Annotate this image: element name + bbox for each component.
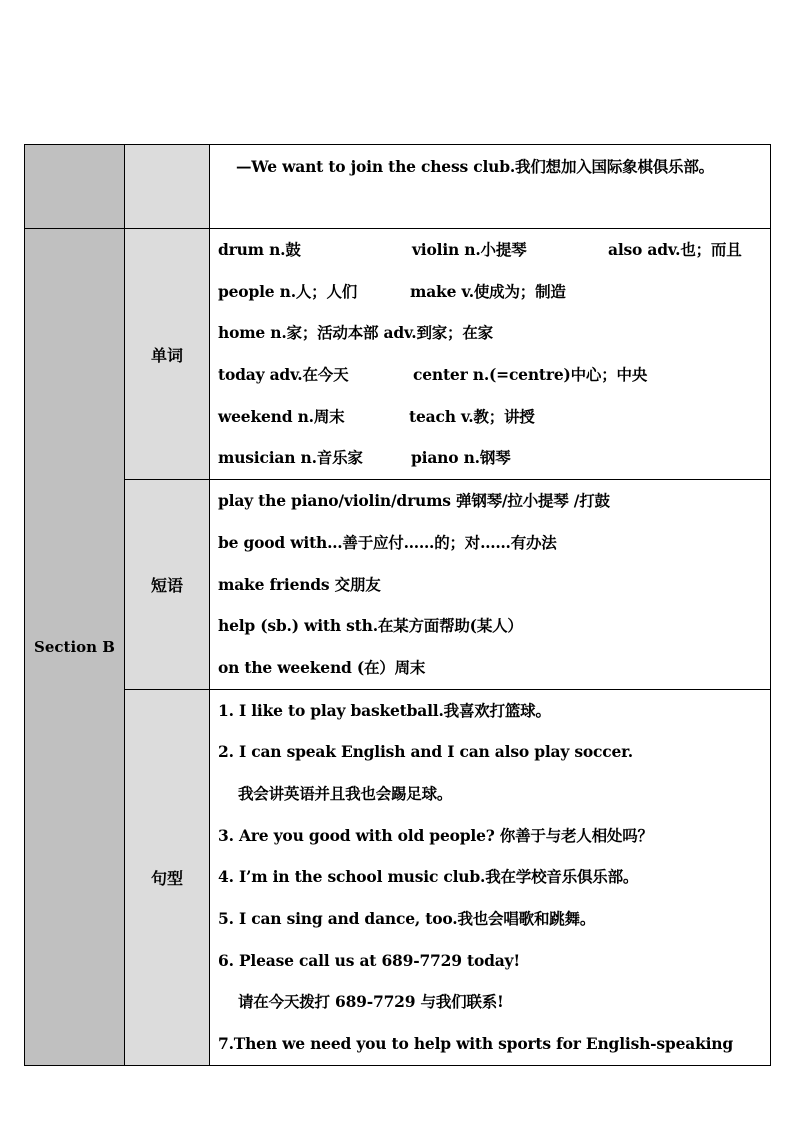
vocab-line bbox=[218, 271, 770, 313]
section-label: Section B bbox=[25, 229, 125, 1066]
vocab-word: home n.家；活动本部 adv.到家；在家 bbox=[218, 323, 493, 343]
vocab-word: teach v.教；讲授 bbox=[409, 406, 535, 426]
phrase-line: help (sb.) with sth.在某方面帮助(某人） bbox=[218, 616, 523, 636]
vocab-content bbox=[210, 229, 771, 480]
category-label-phrases: 短语 bbox=[125, 480, 210, 689]
vocab-line bbox=[218, 312, 770, 354]
vocab-word: musician n.音乐家 bbox=[218, 448, 363, 468]
phrases-content bbox=[210, 480, 771, 689]
sentence-translation: 我会讲英语并且我也会踢足球。 bbox=[238, 783, 453, 803]
table-row-phrases bbox=[25, 480, 771, 689]
vocab-word: piano n.钢琴 bbox=[411, 448, 511, 468]
vocab-word: people n.人；人们 bbox=[218, 281, 358, 301]
vocab-word: center n.(=centre)中心；中央 bbox=[413, 365, 648, 385]
phrase-line: be good with…善于应付……的；对……有办法 bbox=[218, 532, 557, 552]
table-row-vocab bbox=[25, 229, 771, 480]
phrase-line: play the piano/violin/drums 弹钢琴/拉小提琴 /打鼓 bbox=[218, 491, 610, 511]
vocab-word: also adv.也；而且 bbox=[608, 240, 742, 259]
category-label-vocab: 单词 bbox=[125, 229, 210, 480]
sentence-line: 2. I can speak English and I can also play soccer. bbox=[218, 742, 633, 762]
vocab-word: make v.使成为；制造 bbox=[410, 281, 566, 301]
sentence-translation: 请在今天拨打 689-7729 与我们联系! bbox=[238, 992, 504, 1012]
vocab-word: violin n.小提琴 bbox=[412, 240, 527, 259]
vocab-line bbox=[218, 229, 770, 271]
sentence-line: 5. I can sing and dance, too.我也会唱歌和跳舞。 bbox=[218, 909, 596, 928]
sentence-line: 6. Please call us at 689-7729 today! bbox=[218, 950, 520, 970]
sentence-line: 7.Then we need you to help with sports for English-speaking bbox=[218, 1034, 734, 1054]
sentences-content bbox=[210, 689, 771, 1065]
table-row-sentences bbox=[25, 689, 771, 1065]
phrase-line: on the weekend (在）周末 bbox=[218, 657, 426, 677]
vocab-line bbox=[218, 437, 770, 479]
sentence-line: 1. I like to play basketball.我喜欢打篮球。 bbox=[218, 700, 551, 720]
category-label-sentences: 句型 bbox=[125, 689, 210, 1065]
vocab-word: weekend n.周末 bbox=[218, 406, 345, 426]
sentence-line: 4. I’m in the school music club.我在学校音乐俱乐部。 bbox=[218, 867, 639, 887]
vocab-word: drum n.鼓 bbox=[218, 240, 301, 259]
vocab-line bbox=[218, 396, 770, 438]
content-cell-continued bbox=[210, 145, 771, 229]
sentence-line: 3. Are you good with old people? 你善于与老人相处吗？ bbox=[218, 825, 653, 845]
vocab-word: today adv.在今天 bbox=[218, 365, 349, 385]
category-cell-empty bbox=[125, 145, 210, 229]
vocab-line bbox=[218, 354, 770, 396]
phrase-line: make friends 交朋友 bbox=[218, 574, 381, 594]
sentence-line: —We want to join the chess club.我们想加入国际象棋俱乐部。 bbox=[236, 157, 714, 176]
table-row-continued bbox=[25, 145, 771, 229]
vocabulary-table bbox=[24, 144, 771, 1066]
section-cell-empty bbox=[25, 145, 125, 229]
